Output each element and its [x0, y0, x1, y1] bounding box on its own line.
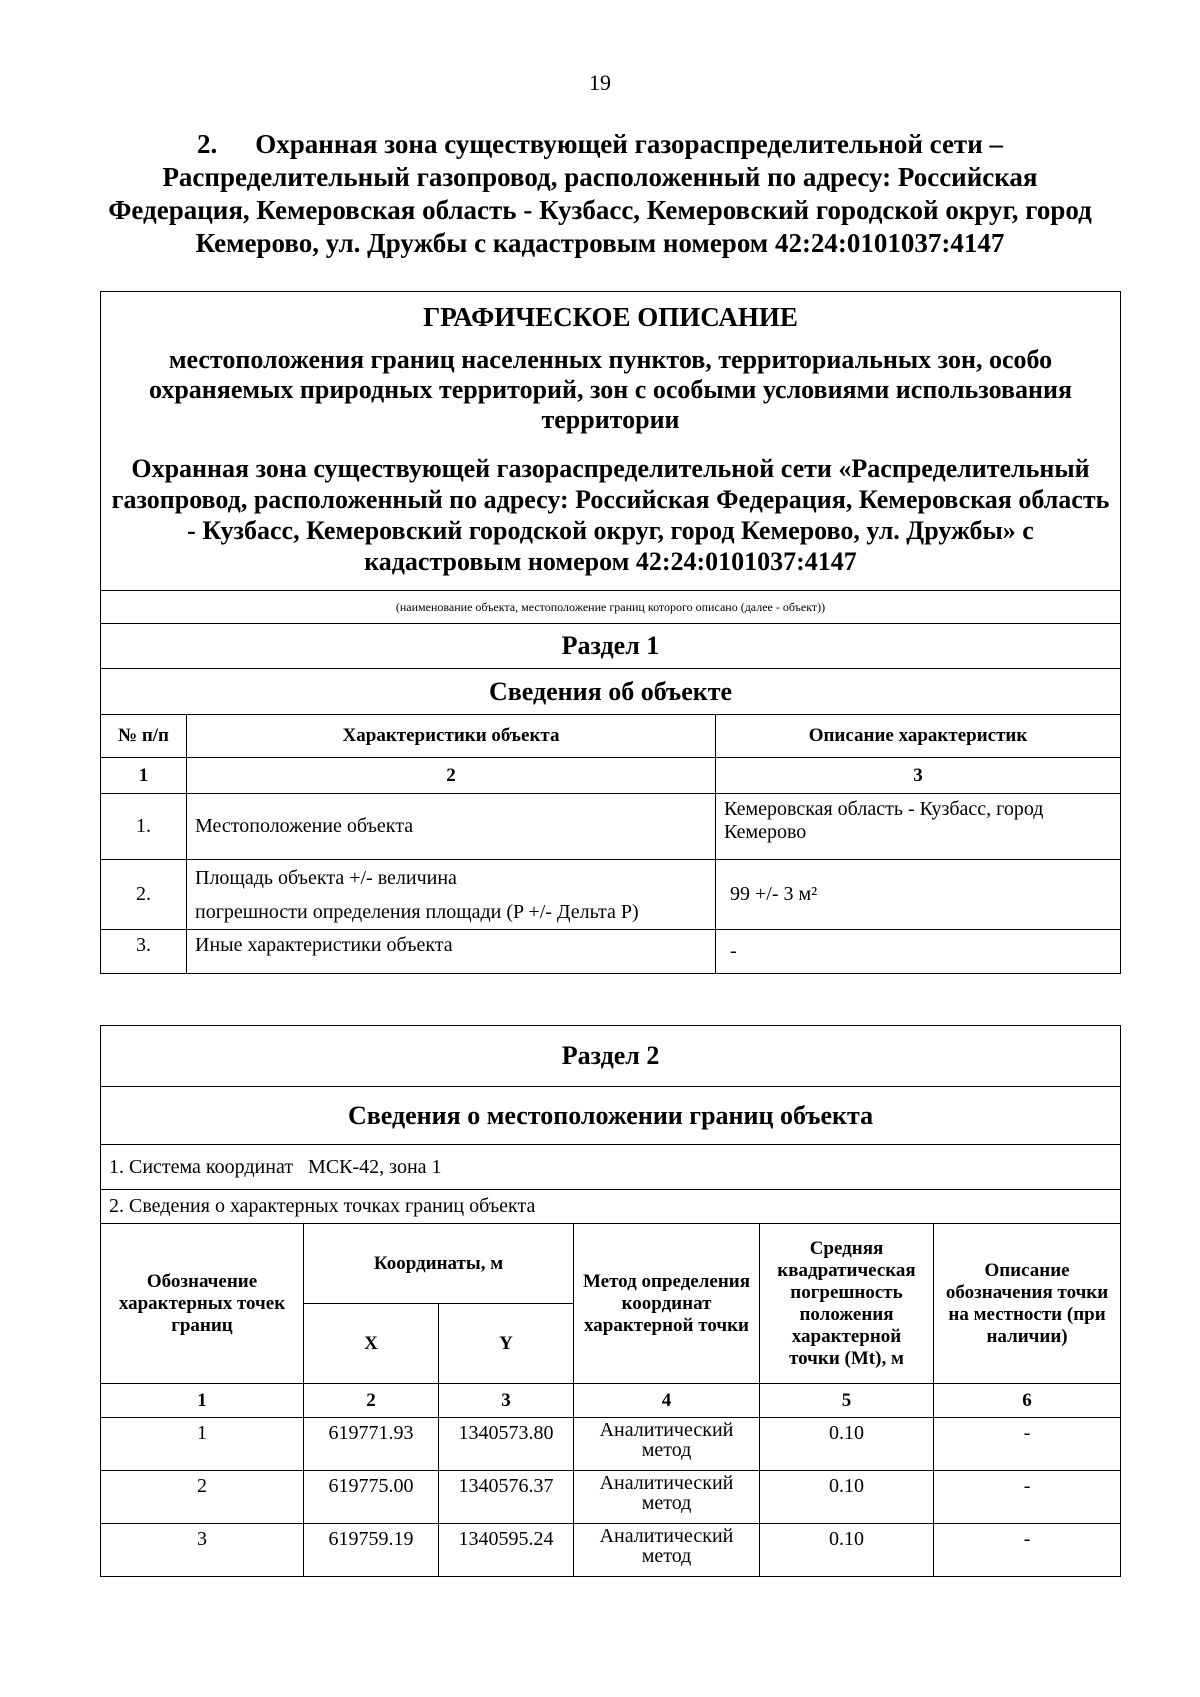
point-y: 1340595.24	[439, 1524, 574, 1577]
graphic-title: ГРАФИЧЕСКОЕ ОПИСАНИЕ	[423, 302, 798, 332]
col-number: 1	[101, 758, 187, 794]
point-x: 619759.19	[304, 1524, 439, 1577]
table-row	[101, 930, 1121, 974]
point-mt: 0.10	[760, 1524, 934, 1577]
points-label: 2. Сведения о характерных точках границ объекта	[101, 1190, 1121, 1224]
header-x: X	[304, 1304, 439, 1384]
section1-title: Раздел 1	[101, 624, 1121, 669]
point-method: Аналитический метод	[574, 1524, 760, 1577]
row-num: 1.	[101, 794, 187, 860]
header-method: Метод определения координат характерной точки	[574, 1224, 760, 1384]
table-row	[101, 1471, 1121, 1524]
col-number: 6	[934, 1384, 1121, 1418]
col-number: 3	[439, 1384, 574, 1418]
object-name: Охранная зона существующей газораспределительной сети «Распределительный газопровод, расположенный по адресу: Российская Федерация, Кемеровская область - Кузбасс, Кемеровский городской округ, город Кемерово, ул. Дружбы» с кадастровым номером 42:24:0101037:4147	[111, 454, 1110, 576]
row-value: -	[716, 930, 1121, 974]
column-number-row	[101, 758, 1121, 794]
document-heading	[90, 128, 1110, 260]
table-row	[101, 860, 1121, 930]
col-number: 3	[716, 758, 1121, 794]
point-id: 3	[101, 1524, 304, 1577]
graphic-description-cell	[101, 292, 1121, 591]
heading-number: 2.	[197, 129, 218, 159]
section1-subtitle: Сведения об объекте	[101, 669, 1121, 715]
point-mt: 0.10	[760, 1418, 934, 1471]
object-caption: (наименование объекта, местоположение границ которого описано (далее - объект))	[101, 591, 1121, 624]
point-x: 619771.93	[304, 1418, 439, 1471]
row-name: Иные характеристики объекта	[187, 930, 716, 974]
header-y: Y	[439, 1304, 574, 1384]
header-coordinates: Координаты, м	[304, 1224, 574, 1304]
point-y: 1340573.80	[439, 1418, 574, 1471]
row-name-line: Площадь объекта +/- величина	[195, 866, 457, 889]
row-num: 3.	[101, 930, 187, 974]
point-method: Аналитический метод	[574, 1418, 760, 1471]
point-description: -	[934, 1418, 1121, 1471]
row-name: Местоположение объекта	[187, 794, 716, 860]
point-mt: 0.10	[760, 1471, 934, 1524]
heading-text: Охранная зона существующей газораспределительной сети – Распределительный газопровод, расположенный по адресу: Российская Федерация, Кемеровская область - Кузбасс, Кемеровский городской округ, город Кемерово, ул. Дружбы с кадастровым номером 42:24:0101037:4147	[108, 129, 1092, 258]
point-id: 1	[101, 1418, 304, 1471]
point-description: -	[934, 1524, 1121, 1577]
point-id: 2	[101, 1471, 304, 1524]
col-number: 5	[760, 1384, 934, 1418]
section2-subtitle: Сведения о местоположении границ объекта	[101, 1087, 1121, 1145]
row-value: 99 +/- 3 м²	[716, 860, 1121, 930]
header-characteristic: Характеристики объекта	[187, 715, 716, 758]
point-description: -	[934, 1471, 1121, 1524]
col-number: 4	[574, 1384, 760, 1418]
section2-table	[100, 1025, 1121, 1577]
row-name	[187, 860, 716, 930]
row-value: Кемеровская область - Кузбасс, город Кемерово	[716, 794, 1121, 860]
point-y: 1340576.37	[439, 1471, 574, 1524]
section1-table	[100, 291, 1121, 974]
graphic-subtitle: местоположения границ населенных пунктов, территориальных зон, особо охраняемых природных территорий, зон с особыми условиями использования территории	[148, 345, 1073, 434]
header-num: № п/п	[101, 715, 187, 758]
col-number: 2	[187, 758, 716, 794]
row-name-line: погрешности определения площади (P +/- Дельта P)	[195, 900, 639, 923]
header-description: Описание характеристик	[716, 715, 1121, 758]
col-number: 2	[304, 1384, 439, 1418]
point-x: 619775.00	[304, 1471, 439, 1524]
column-number-row	[101, 1384, 1121, 1418]
table-row	[101, 1418, 1121, 1471]
page-number: 19	[589, 70, 611, 95]
col-number: 1	[101, 1384, 304, 1418]
header-point-description: Описание обозначения точки на местности (при наличии)	[934, 1224, 1121, 1384]
point-method: Аналитический метод	[574, 1471, 760, 1524]
table-row	[101, 1524, 1121, 1577]
section2-title: Раздел 2	[101, 1026, 1121, 1087]
coordinate-system: 1. Система координат МСК-42, зона 1	[101, 1145, 1121, 1190]
row-num: 2.	[101, 860, 187, 930]
header-error: Средняя квадратическая погрешность положения характерной точки (Mt), м	[760, 1224, 934, 1384]
header-designation: Обозначение характерных точек границ	[101, 1224, 304, 1384]
table-row	[101, 794, 1121, 860]
